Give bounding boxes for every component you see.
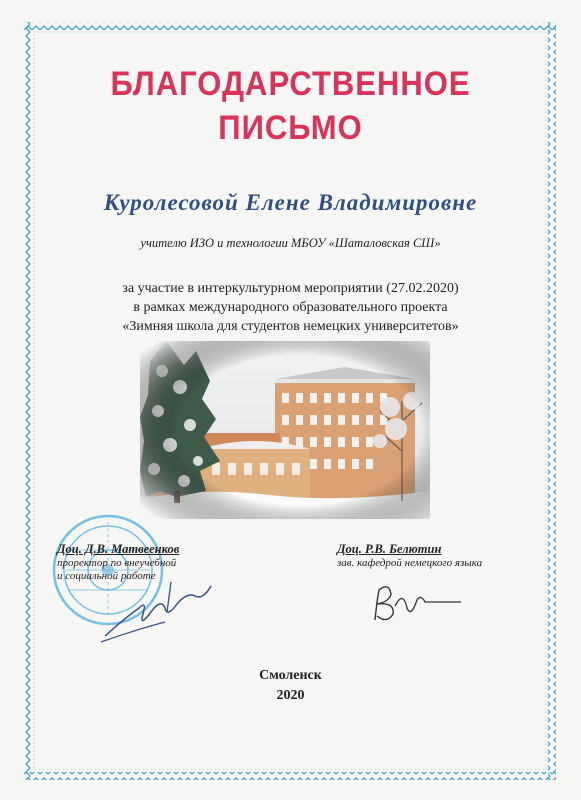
- body-line: в рамках международного образовательного проекта: [133, 300, 448, 315]
- signatory-left-role-line: и социальной работе: [57, 570, 156, 582]
- recipient-name: Куролесовой Елене Владимировне: [103, 190, 478, 215]
- signatory-left-role-line: проректор по внеучебной: [57, 557, 177, 569]
- signatory-right-name: Доц. Р.В. Белютин: [337, 542, 442, 556]
- recipient-position: учителю ИЗО и технологии МБОУ «Шаталовская СШ»: [140, 236, 441, 250]
- signature-right-icon: [365, 580, 465, 630]
- year: 2020: [276, 688, 305, 703]
- university-building-photo: [140, 341, 430, 519]
- signatory-right-role-line: зав. кафедрой немецкого языка: [337, 557, 483, 569]
- city: Смоленск: [259, 668, 322, 683]
- footer-place-date: [0, 666, 581, 706]
- signatory-right: [337, 542, 482, 570]
- signature-left-icon: [95, 578, 215, 648]
- body-text: [0, 279, 581, 336]
- body-line: «Зимняя школа для студентов немецких университетов»: [122, 319, 459, 334]
- signatory-left-name: Доц. Д.В. Матвеенков: [57, 542, 180, 556]
- title-line-1: БЛАГОДАРСТВЕННОЕ: [110, 63, 471, 104]
- body-line: за участие в интеркультурном мероприятии (27.02.2020): [122, 281, 459, 296]
- signatory-left: [57, 542, 179, 583]
- title-line-2: ПИСЬМО: [218, 107, 363, 148]
